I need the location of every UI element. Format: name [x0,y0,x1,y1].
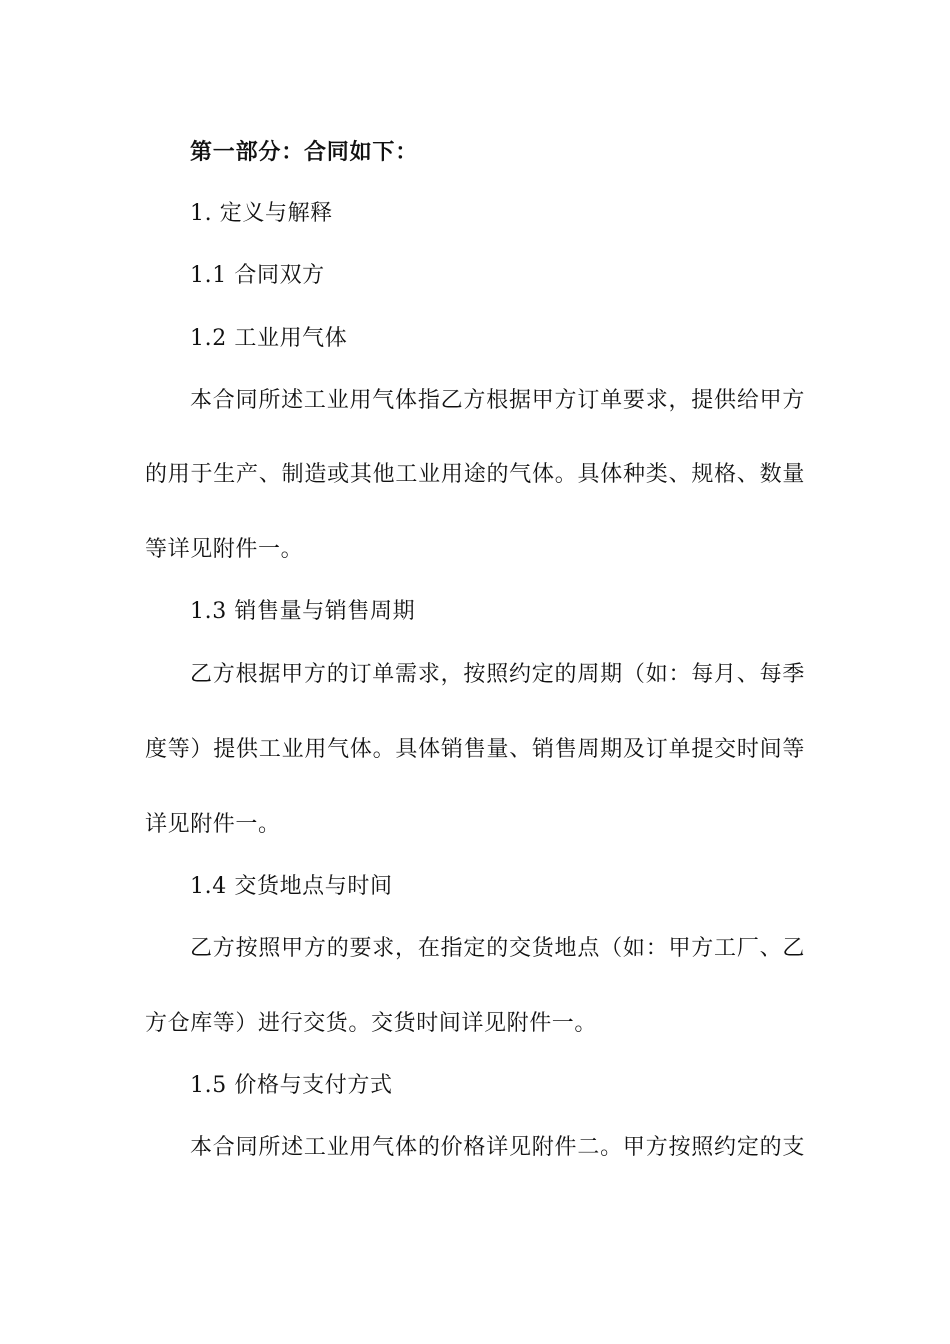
paragraph-line: 本合同所述工业用气体的价格详见附件二。甲方按照约定的支 [190,1135,805,1160]
section-1-5-heading: 1.5 价格与支付方式 [190,1073,393,1098]
paragraph-line: 的用于生产、制造或其他工业用途的气体。具体种类、规格、数量 [145,462,805,487]
paragraph-line: 详见附件一。 [145,812,281,837]
section-1-1-heading: 1.1 合同双方 [190,263,325,288]
section-1-4-heading: 1.4 交货地点与时间 [190,874,393,899]
section-1-2-heading: 1.2 工业用气体 [190,326,348,351]
paragraph-line: 乙方按照甲方的要求，在指定的交货地点（如：甲方工厂、乙 [190,936,805,961]
paragraph-line: 本合同所述工业用气体指乙方根据甲方订单要求，提供给甲方 [190,388,805,413]
paragraph-line: 等详见附件一。 [145,537,304,562]
paragraph-line: 度等）提供工业用气体。具体销售量、销售周期及订单提交时间等 [145,737,805,762]
section-1-heading: 1. 定义与解释 [190,201,333,226]
section-1-3-heading: 1.3 销售量与销售周期 [190,599,416,624]
paragraph-line: 方仓库等）进行交货。交货时间详见附件一。 [145,1011,598,1036]
paragraph-line: 乙方根据甲方的订单需求，按照约定的周期（如：每月、每季 [190,662,805,687]
part-title: 第一部分：合同如下： [190,140,419,165]
